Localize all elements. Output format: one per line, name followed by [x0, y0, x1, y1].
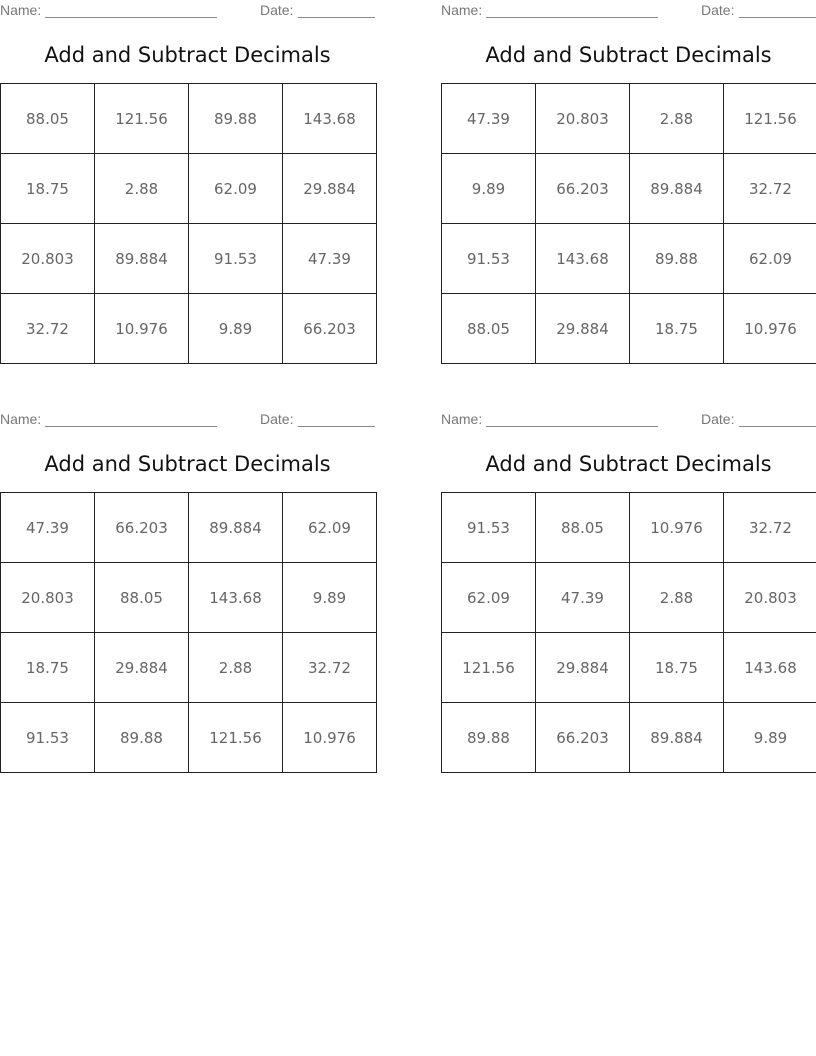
grid-row: [1, 493, 377, 563]
name-blank-line: [486, 426, 658, 427]
grid-cell: 47.39: [1, 493, 95, 563]
grid-row: [442, 294, 816, 364]
grid-cell: 143.68: [283, 84, 377, 154]
grid-cell: 91.53: [442, 224, 536, 294]
date-blank-line: [298, 17, 375, 18]
grid-cell: 20.803: [724, 563, 816, 633]
grid-cell: 143.68: [189, 563, 283, 633]
date-label: Date:: [260, 2, 294, 18]
grid-cell: 32.72: [724, 154, 816, 224]
grid-cell: 9.89: [283, 563, 377, 633]
grid-row: [442, 633, 816, 703]
grid-row: [1, 294, 377, 364]
grid-cell: 89.884: [189, 493, 283, 563]
grid-row: [442, 224, 816, 294]
date-label: Date:: [701, 2, 735, 18]
name-label: Name:: [441, 411, 483, 427]
grid-cell: 29.884: [536, 294, 630, 364]
grid-cell: 10.976: [283, 703, 377, 773]
grid-cell: 66.203: [536, 703, 630, 773]
number-grid: [441, 492, 816, 773]
name-blank-line: [45, 426, 217, 427]
grid-cell: 10.976: [724, 294, 816, 364]
grid-row: [442, 84, 816, 154]
date-blank-line: [739, 426, 816, 427]
date-label: Date:: [701, 411, 735, 427]
grid-cell: 20.803: [1, 563, 95, 633]
grid-row: [442, 703, 816, 773]
grid-cell: 121.56: [95, 84, 189, 154]
grid-cell: 88.05: [536, 493, 630, 563]
grid-cell: 143.68: [536, 224, 630, 294]
grid-cell: 2.88: [95, 154, 189, 224]
worksheet-title: Add and Subtract Decimals: [485, 43, 772, 67]
name-blank-line: [45, 17, 217, 18]
worksheet-header: [441, 409, 816, 431]
grid-cell: 121.56: [724, 84, 816, 154]
grid-cell: 88.05: [442, 294, 536, 364]
worksheet-title: Add and Subtract Decimals: [485, 452, 772, 476]
grid-cell: 9.89: [189, 294, 283, 364]
date-blank-line: [739, 17, 816, 18]
grid-cell: 89.884: [630, 703, 724, 773]
worksheet: [441, 0, 816, 338]
grid-cell: 32.72: [724, 493, 816, 563]
grid-cell: 47.39: [536, 563, 630, 633]
grid-cell: 18.75: [630, 294, 724, 364]
worksheet-title: Add and Subtract Decimals: [44, 452, 331, 476]
grid-cell: 91.53: [189, 224, 283, 294]
grid-cell: 62.09: [442, 563, 536, 633]
grid-cell: 20.803: [536, 84, 630, 154]
name-label: Name:: [441, 2, 483, 18]
grid-cell: 66.203: [536, 154, 630, 224]
worksheet-title: Add and Subtract Decimals: [44, 43, 331, 67]
grid-cell: 143.68: [724, 633, 816, 703]
grid-cell: 88.05: [95, 563, 189, 633]
grid-row: [1, 224, 377, 294]
grid-cell: 29.884: [536, 633, 630, 703]
grid-cell: 32.72: [283, 633, 377, 703]
name-label: Name:: [0, 2, 42, 18]
grid-cell: 47.39: [283, 224, 377, 294]
date-blank-line: [298, 426, 375, 427]
grid-cell: 89.88: [189, 84, 283, 154]
grid-cell: 29.884: [95, 633, 189, 703]
grid-cell: 2.88: [630, 563, 724, 633]
grid-cell: 121.56: [189, 703, 283, 773]
name-label: Name:: [0, 411, 42, 427]
grid-cell: 18.75: [1, 633, 95, 703]
grid-cell: 121.56: [442, 633, 536, 703]
grid-cell: 10.976: [95, 294, 189, 364]
worksheet: [0, 0, 375, 338]
grid-cell: 89.884: [630, 154, 724, 224]
grid-row: [442, 154, 816, 224]
date-label: Date:: [260, 411, 294, 427]
grid-cell: 18.75: [1, 154, 95, 224]
grid-cell: 89.884: [95, 224, 189, 294]
number-grid: [0, 492, 377, 773]
worksheet: [0, 409, 375, 747]
grid-cell: 2.88: [189, 633, 283, 703]
grid-cell: 89.88: [442, 703, 536, 773]
grid-row: [1, 154, 377, 224]
number-grid: [0, 83, 377, 364]
grid-cell: 9.89: [442, 154, 536, 224]
grid-cell: 66.203: [95, 493, 189, 563]
grid-cell: 20.803: [1, 224, 95, 294]
grid-cell: 9.89: [724, 703, 816, 773]
grid-row: [1, 633, 377, 703]
name-blank-line: [486, 17, 658, 18]
grid-cell: 66.203: [283, 294, 377, 364]
grid-cell: 91.53: [1, 703, 95, 773]
grid-row: [1, 84, 377, 154]
worksheet-header: [441, 0, 816, 22]
grid-row: [442, 493, 816, 563]
grid-cell: 47.39: [442, 84, 536, 154]
grid-cell: 89.88: [95, 703, 189, 773]
grid-row: [1, 563, 377, 633]
grid-cell: 88.05: [1, 84, 95, 154]
number-grid: [441, 83, 816, 364]
grid-cell: 62.09: [283, 493, 377, 563]
grid-cell: 10.976: [630, 493, 724, 563]
worksheet: [441, 409, 816, 747]
worksheet-header: [0, 0, 375, 22]
grid-row: [1, 703, 377, 773]
grid-cell: 91.53: [442, 493, 536, 563]
grid-cell: 18.75: [630, 633, 724, 703]
grid-cell: 32.72: [1, 294, 95, 364]
grid-cell: 2.88: [630, 84, 724, 154]
grid-cell: 62.09: [724, 224, 816, 294]
grid-cell: 89.88: [630, 224, 724, 294]
grid-cell: 62.09: [189, 154, 283, 224]
grid-cell: 29.884: [283, 154, 377, 224]
grid-row: [442, 563, 816, 633]
worksheet-header: [0, 409, 375, 431]
